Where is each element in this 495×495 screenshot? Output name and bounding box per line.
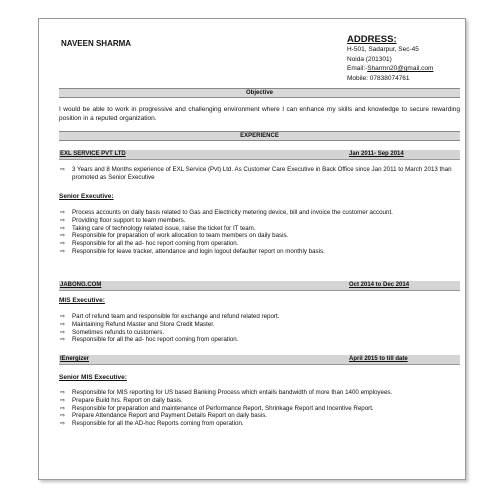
arrow-icon: ⇨: [60, 313, 66, 320]
role-title: Senior Executive:: [59, 193, 114, 200]
arrow-icon: ⇨: [60, 224, 66, 232]
list-item: ⇨ Prepare Build hrs. Report on daily basis.: [60, 396, 183, 404]
arrow-icon: ⇨: [60, 336, 66, 344]
arrow-icon: ⇨: [60, 404, 66, 412]
list-item: ⇨ Responsible for all the AD-hoc Reports coming from operation.: [60, 420, 244, 428]
address-line-2: Noida (201301): [347, 55, 392, 63]
arrow-icon: ⇨: [60, 412, 66, 420]
list-item: ⇨ Responsible for preparation of work allocation to team members on daily basis.: [60, 232, 289, 240]
list-item: ⇨ Part of refund team and responsible for exchange and refund related report.: [60, 313, 280, 320]
list-item: ⇨ Responsible for preparation and maintenance of Performance Report, Shrinkage Report and Incentive Report.: [60, 404, 374, 412]
arrow-icon: ⇨: [60, 320, 66, 328]
arrow-icon: ⇨: [60, 396, 66, 404]
company-dates: Jan 2011- Sep 2014: [349, 151, 404, 157]
company-dates: April 2015 to till date: [349, 356, 408, 362]
arrow-icon: ⇨: [60, 209, 66, 216]
address-title: ADDRESS:: [347, 34, 397, 45]
summary-list: [59, 166, 455, 182]
company-bar-ienergizer: [59, 355, 460, 365]
arrow-icon: ⇨: [60, 240, 66, 248]
address-block: [347, 34, 433, 83]
duties-list-exl: [59, 209, 455, 256]
arrow-icon: ⇨: [60, 247, 66, 255]
list-item: ⇨ Responsible for leave tracker, attendance and login logout defaulter report on monthly basis.: [60, 247, 325, 255]
arrow-icon: ⇨: [60, 232, 66, 240]
arrow-icon: ⇨: [60, 328, 66, 336]
list-item: ⇨ Providing floor support to team members.: [60, 216, 186, 224]
arrow-icon: ⇨: [60, 420, 66, 428]
list-item: ⇨ Prepare Attendance Report and Payment Details Report on daily basis.: [60, 412, 268, 420]
list-item: ⇨ Responsible for all the ad- hoc report coming from operation.: [60, 336, 239, 344]
company-dates: Oct 2014 to Dec 2014: [349, 282, 410, 288]
arrow-icon: ⇨: [60, 166, 66, 173]
list-item: ⇨ Sometimes refunds to customers.: [60, 328, 165, 336]
candidate-name: NAVEEN SHARMA: [61, 39, 132, 48]
list-item: ⇨ Maintaining Refund Master and Store Credit Master.: [60, 320, 215, 328]
list-item: ⇨ 3 Years and 8 Months experience of EXL Service (Pvt) Ltd. As Customer Care Executive in Back Office since Jan 2011 to March 2013 than promoted as Senior Executive: [60, 166, 452, 181]
email-value: Sharmn20@gmail.com: [367, 65, 434, 73]
duties-list-jabong: [59, 313, 455, 344]
list-item: ⇨ Process accounts on daily basis related to Gas and Electricity metering device, bill and invoice the customer account.: [60, 209, 393, 216]
company-name: IEnergizer: [60, 356, 90, 362]
duties-list-ienergizer: [59, 389, 455, 428]
objective-heading: Objective: [59, 88, 460, 98]
company-name: EXL SERVICE PVT LTD: [60, 151, 126, 157]
company-name: JABONG.COM: [60, 282, 102, 288]
list-item: ⇨ Responsible for MIS reporting for US based Banking Process which entails bandwidth of more than 1400 employees.: [60, 389, 393, 396]
experience-heading: EXPERIENCE: [59, 131, 460, 141]
role-title: MIS Executive:: [59, 297, 105, 304]
company-bar-exl: [59, 150, 460, 160]
objective-text: I would be able to work in progressive and challenging environment where I can enhance my skills and knowledge to secure rewarding position in a reputed organization.: [59, 106, 460, 122]
mobile-line: Mobile: 07838074761: [347, 74, 410, 82]
email-prefix: Email:-: [347, 65, 368, 73]
address-line-1: H-501, Sadarpur, Sec-45: [347, 46, 419, 53]
list-item: ⇨ Taking care of technology related issue, raise the ticket for IT team.: [60, 224, 256, 232]
arrow-icon: ⇨: [60, 216, 66, 224]
company-bar-jabong: [59, 281, 460, 291]
role-title: Senior MIS Executive:: [59, 374, 127, 381]
list-item: ⇨ Responsible for all the ad- hoc report coming from operation.: [60, 240, 239, 248]
arrow-icon: ⇨: [60, 389, 66, 396]
email-line: [347, 64, 433, 74]
